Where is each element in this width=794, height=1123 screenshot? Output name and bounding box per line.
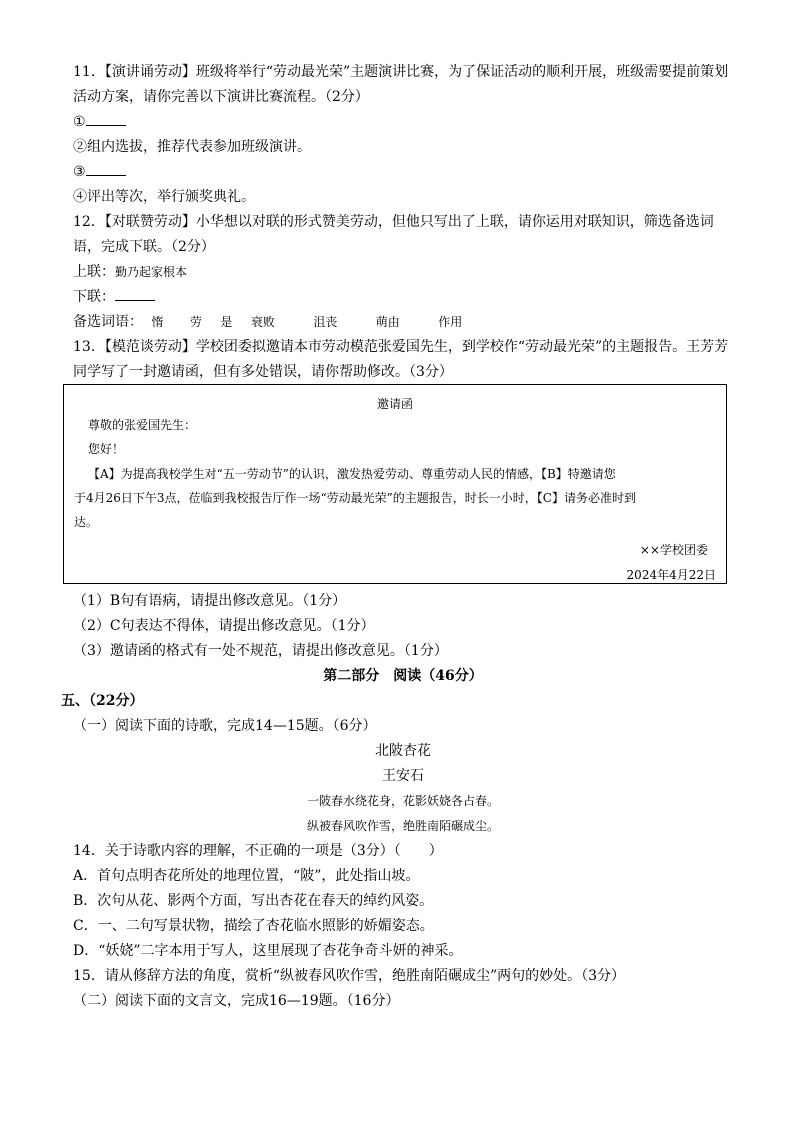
- q11-step3: [73, 160, 733, 185]
- q11-step4: ④评出等次，举行颁奖典礼。: [73, 189, 255, 205]
- upper-text: 勤乃起家根本: [115, 265, 188, 279]
- q13-sub1: （1）B句有语病，请提出修改意见。（1分）: [73, 593, 347, 609]
- upper-label: 上联：: [73, 264, 115, 280]
- letter-body-line1: 【A】为提高我校学生对“五一劳动节”的认识，激发热爱劳动、尊重劳动人民的情感，【B】特邀请您: [88, 467, 616, 481]
- letter-body-line2: 于4月26日下午3点，莅临到我校报告厅作一场“劳动最光荣”的主题报告，时长一小时，【C】请务必准时到: [74, 491, 636, 505]
- part2-heading: 第二部分 阅读（46分）: [323, 668, 483, 684]
- option-word: 作用: [438, 315, 463, 329]
- q11-step2: ②组内选拔，推荐代表参加班级演讲。: [73, 139, 311, 155]
- q11-line2: 活动方案，请你完善以下演讲比赛流程。（2分）: [73, 89, 369, 105]
- q13-sub2: （2）C句表达不得体，请提出修改意见。（1分）: [73, 618, 375, 634]
- q12-options: [73, 310, 733, 335]
- q11-step3-label: ③: [73, 164, 86, 180]
- letter-title: 邀请函: [376, 397, 413, 411]
- q14-option-b: B．次句从花、影两个方面，写出杏花在春天的绰约风姿。: [73, 893, 434, 909]
- option-word: 衰败: [250, 315, 275, 329]
- letter-sender: ××学校团委: [639, 543, 708, 557]
- q12-line2: 语，完成下联。（2分）: [73, 239, 215, 255]
- option-word: 沮丧: [313, 315, 338, 329]
- q11-step1: [73, 110, 733, 135]
- answer-blank[interactable]: [86, 161, 126, 176]
- q11-step1-label: ①: [73, 114, 86, 130]
- q14-option-a: A．首句点明杏花所处的地理位置，“陂”，此处指山坡。: [73, 868, 420, 884]
- question-11-to-12: [73, 60, 733, 385]
- letter-body-line3: 达。: [74, 515, 99, 529]
- poem-line2: 纵被春风吹作雪，绝胜南陌碾成尘。: [306, 819, 499, 833]
- option-word: 劳: [189, 315, 202, 329]
- q15-stem: 15．请从修辞方法的角度，赏析“纵被春风吹作雪，绝胜南陌碾成尘”两句的妙处。（3分）: [73, 968, 626, 984]
- q14-stem: 14．关于诗歌内容的理解，不正确的一项是（3分）（ ）: [73, 843, 443, 859]
- question-13-to-15: [61, 589, 733, 1014]
- q11-line1: 11．【演讲诵劳动】班级将举行“劳动最光荣”主题演讲比赛，为了保证活动的顺利开展，班级需要提前策划: [73, 64, 729, 80]
- option-word: 萌由: [375, 315, 400, 329]
- q14-option-c: C．一、二句写景状物，描绘了杏花临水照影的娇媚姿态。: [73, 918, 434, 934]
- poem-line1: 一陂春水绕花身，花影妖娆各占春。: [306, 794, 499, 808]
- option-word: 是: [220, 315, 233, 329]
- invitation-letter-box: [63, 384, 727, 584]
- poem-author: 王安石: [382, 768, 424, 784]
- q12-lower: [73, 285, 733, 310]
- section-five: 五、（22分）: [61, 693, 144, 709]
- letter-greeting: 您好！: [88, 442, 125, 456]
- q12-upper: [73, 260, 733, 285]
- q12-line1: 12．【对联赞劳动】小华想以对联的形式赞美劳动，但他只写出了上联，请你运用对联知识，筛选备选词: [73, 214, 714, 230]
- q13-line1: 13．【模范谈劳动】学校团委拟邀请本市劳动模范张爱国先生，到学校作“劳动最光荣”的主题报告。王芳芳: [73, 339, 729, 355]
- sub-section-two: （二）阅读下面的文言文，完成16—19题。（16分）: [73, 993, 400, 1009]
- poem-title: 北陂杏花: [375, 743, 431, 759]
- q14-option-d: D．“妖娆”二字本用于写人，这里展现了杏花争奇斗妍的神采。: [73, 943, 463, 959]
- letter-date: 2024年4月22日: [626, 568, 716, 582]
- letter-salutation: 尊敬的张爱国先生：: [88, 418, 197, 432]
- answer-blank[interactable]: [86, 111, 126, 126]
- lower-label: 下联：: [73, 289, 115, 305]
- option-word: 惰: [151, 315, 164, 329]
- q13-line2: 同学写了一封邀请函，但有多处错误，请你帮助修改。（3分）: [73, 364, 453, 380]
- q13-sub3: （3）邀请函的格式有一处不规范，请提出修改意见。（1分）: [73, 643, 448, 659]
- options-label: 备选词语：: [73, 314, 143, 330]
- sub-section-one: （一）阅读下面的诗歌，完成14—15题。（6分）: [73, 718, 377, 734]
- answer-blank[interactable]: [115, 286, 155, 301]
